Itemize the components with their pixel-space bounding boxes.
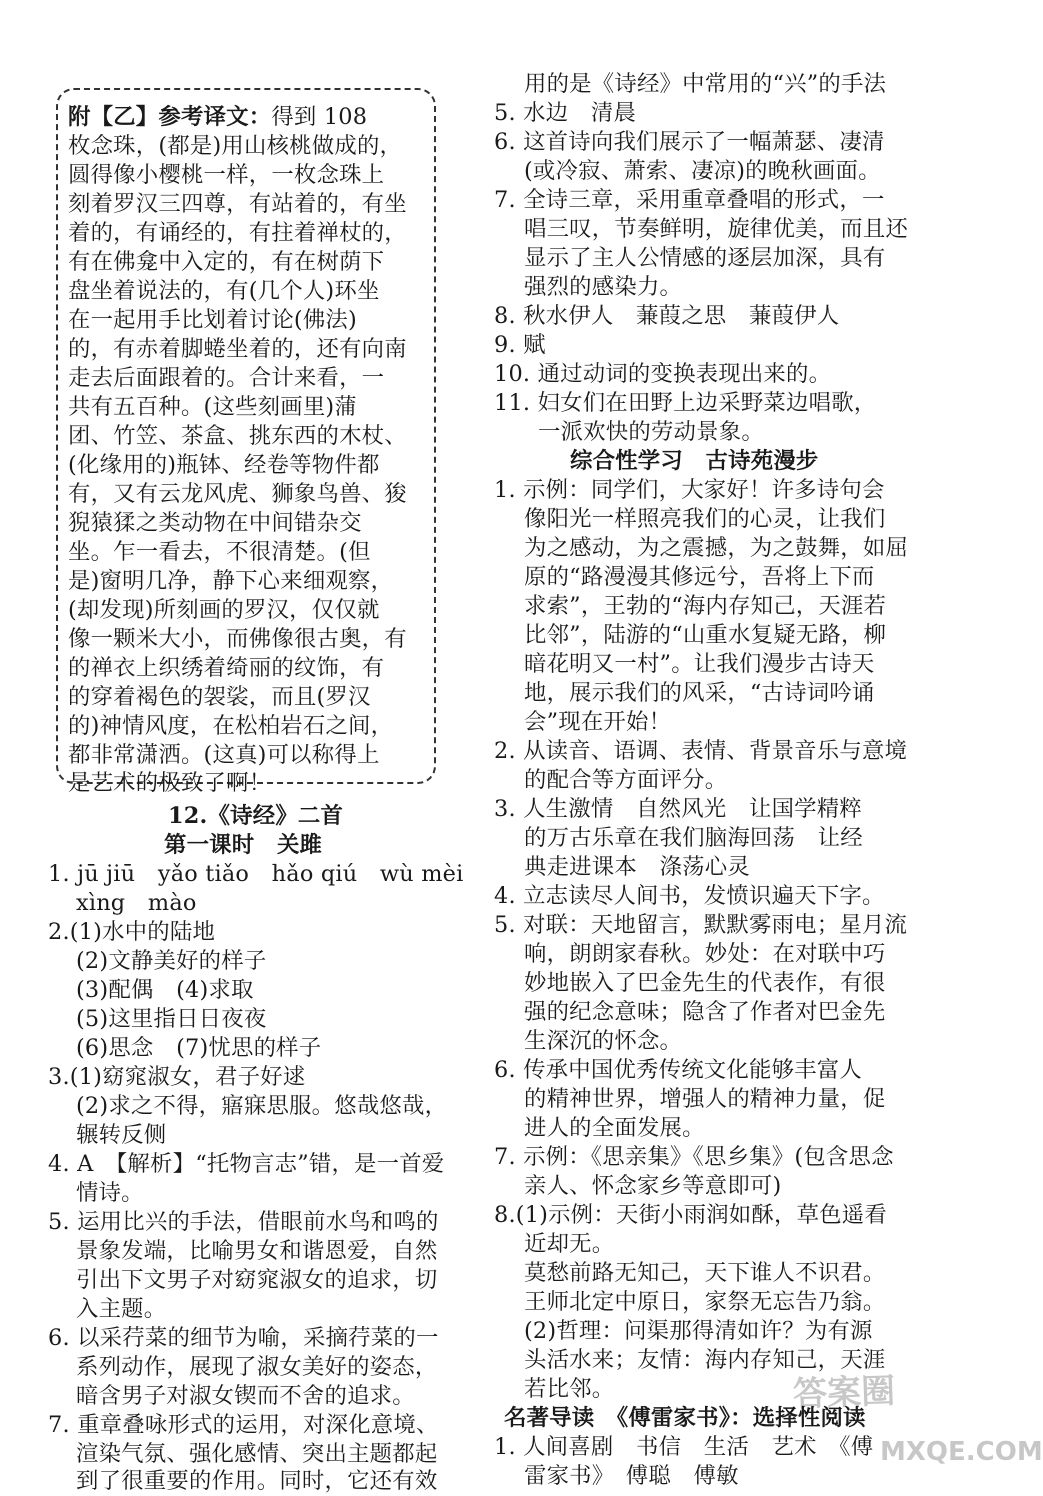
translation-line: 的穿着褐色的袈裟，而且(罗汉 [68,684,371,710]
answer-line: 头活水来；友情：海内存知己，天涯 [524,1347,886,1373]
translation-line: 共有五百种。(这些刻画里)蒲 [68,394,357,420]
translation-line: 团、竹笠、茶盒、挑东西的木杖、 [68,423,407,449]
answer-line: 亲人、怀念家乡等意即可) [524,1173,782,1199]
translation-line: 的，有赤着脚蜷坐着的，还有向南 [68,336,407,362]
answer-line: 1. 人间喜剧 书信 生活 艺术 《傅 [494,1434,874,1460]
watermark-logo: 答案圈 [792,1371,896,1415]
answer-line: 9. 赋 [494,332,546,358]
answer-line: 4. A 【解析】“托物言志”错，是一首爱 [48,1151,445,1177]
answer-line: (3)配偶 (4)求取 [76,977,254,1003]
translation-line: 刻着罗汉三四尊，有站着的，有坐 [68,191,407,217]
answer-line: 进人的全面发展。 [524,1115,705,1141]
answer-line: 暗花明又一村”。让我们漫步古诗天 [524,651,875,677]
answer-line: 11. 妇女们在田野上边采野菜边唱歌， [494,390,877,416]
answer-line: 王师北定中原日，家祭无忘告乃翁。 [524,1289,886,1315]
answer-line: (2)求之不得，寤寐思服。悠哉悠哉， [76,1093,448,1119]
answer-line: 5. 运用比兴的手法，借眼前水鸟和鸣的 [48,1209,439,1235]
answer-line: 入主题。 [76,1296,167,1322]
answer-line: 显示了主人公情感的逐层加深，具有 [524,245,886,271]
answer-line: 到了很重要的作用。同时，它还有效 [76,1468,438,1494]
translation-line: 枚念珠，(都是)用山核桃做成的， [68,133,403,159]
answer-line: 7. 示例：《思亲集》《思乡集》(包含思念 [494,1144,894,1170]
answer-line: 比邻”，陆游的“山重水复疑无路，柳 [524,622,887,648]
translation-line: 有，又有云龙风虎、狮象鸟兽、狻 [68,481,407,507]
answer-line: 生深沉的怀念。 [524,1028,683,1054]
answer-line: 强烈的感染力。 [524,274,683,300]
translation-line: 圆得像小樱桃一样，一枚念珠上 [68,162,385,188]
translation-line: (化缘用的)瓶钵、经卷等物件都 [68,452,380,478]
answer-line: 2.(1)水中的陆地 [48,919,216,945]
answer-line: 莫愁前路无知己，天下谁人不识君。 [524,1260,886,1286]
answer-line: 像阳光一样照亮我们的心灵，让我们 [524,506,886,532]
answer-line: 6. 传承中国优秀传统文化能够丰富人 [494,1057,862,1083]
answer-line: 求索”，王勃的“海内存知己，天涯若 [524,593,887,619]
lesson-title: 第一课时 关雎 [164,832,323,858]
answer-line: 引出下文男子对窈窕淑女的追求，切 [76,1267,438,1293]
answer-line: 景象发端，比喻男女和谐恩爱，自然 [76,1238,438,1264]
section-title: 综合性学习 古诗苑漫步 [570,448,819,474]
answer-line: (2)文静美好的样子 [76,948,267,974]
answer-line: 3.(1)窈窕淑女，君子好逑 [48,1064,306,1090]
translation-line: (却发现)所刻画的罗汉，仅仅就 [68,597,380,623]
answer-line: 的精神世界，增强人的精神力量，促 [524,1086,886,1112]
answer-line: 响，朗朗家春秋。妙处：在对联中巧 [524,941,886,967]
translation-line: 是)窗明几净，静下心来细观察， [68,568,394,594]
answer-line: 雷家书》 傅聪 傅敏 [524,1463,739,1489]
answer-line: 6. 以采荇菜的细节为喻，采摘荇菜的一 [48,1325,439,1351]
translation-line: 有在佛龛中入定的，有在树荫下 [68,249,385,275]
answer-line: 情诗。 [76,1180,144,1206]
translation-line: 像一颗米大小，而佛像很古奥，有 [68,626,407,652]
reading-title: 名著导读 《傅雷家书》：选择性阅读 [504,1405,866,1431]
answer-line: 10. 通过动词的变换表现出来的。 [494,361,832,387]
answer-line: 近却无。 [524,1231,615,1257]
answer-line: 4. 立志读尽人间书，发愤识遍天下字。 [494,883,885,909]
answer-line: 的万古乐章在我们脑海回荡 让经 [524,825,863,851]
answer-line: 原的“路漫漫其修远兮，吾将上下而 [524,564,875,590]
answer-line: (或冷寂、萧索、凄凉)的晚秋画面。 [524,158,881,184]
translation-line: 都非常潇洒。(这真)可以称得上 [68,742,380,768]
translation-title: 附【乙】参考译文： [68,104,272,130]
translation-line: 坐。乍一看去，不很清楚。(但 [68,539,371,565]
answer-line: 为之感动，为之震撼，为之鼓舞，如屈 [524,535,909,561]
answer-line: 2. 从读音、语调、表情、背景音乐与意境 [494,738,908,764]
answer-line: 1. jū jiū yǎo tiǎo hǎo qiú wù mèi [48,861,464,887]
answer-line: 辗转反侧 [76,1122,167,1148]
answer-line: (6)思念 (7)忧思的样子 [76,1035,322,1061]
translation-first-line-rest: 得到 108 [271,104,368,130]
answer-line: 6. 这首诗向我们展示了一幅萧瑟、凄清 [494,129,885,155]
section-title: 12.《诗经》二首 [168,803,344,829]
translation-line: 的)神情风度，在松柏岩石之间， [68,713,394,739]
answer-line: 强的纪念意味；隐含了作者对巴金先 [524,999,886,1025]
answer-line: 一派欢快的劳动景象。 [538,419,764,445]
answer-line: 7. 全诗三章，采用重章叠唱的形式，一 [494,187,885,213]
translation-line: 走去后面跟着的。合计来看，一 [68,365,385,391]
translation-line: 的禅衣上织绣着绮丽的纹饰，有 [68,655,385,681]
answer-line: 5. 对联：天地留言，默默雾雨电；星月流 [494,912,908,938]
answer-line: 渲染气氛、强化感情、突出主题都起 [76,1441,438,1467]
answer-line: 8.(1)示例：天街小雨润如酥，草色遥看 [494,1202,887,1228]
answer-line: 8. 秋水伊人 蒹葭之思 蒹葭伊人 [494,303,840,329]
answer-line: 7. 重章叠咏形式的运用，对深化意境、 [48,1412,439,1438]
translation-line: 在一起用手比划着讨论(佛法) [68,307,357,333]
answer-line: 妙地嵌入了巴金先生的代表作，有很 [524,970,886,996]
translation-first-line [68,103,367,132]
answer-line: 用的是《诗经》中常用的“兴”的手法 [524,71,887,97]
answer-line: (5)这里指日日夜夜 [76,1006,267,1032]
answer-line: 地，展示我们的风采，“古诗词吟诵 [524,680,875,706]
translation-line: 着的，有诵经的，有拄着禅杖的， [68,220,407,246]
answer-line: 暗含男子对淑女锲而不舍的追求。 [76,1383,415,1409]
answer-line: 典走进课本 涤荡心灵 [524,854,750,880]
answer-line: 唱三叹，节奏鲜明，旋律优美，而且还 [524,216,909,242]
answer-line: 3. 人生激情 自然风光 让国学精粹 [494,796,862,822]
answer-line: 的配合等方面评分。 [524,767,728,793]
answer-line: (2)哲理：问渠那得清如许？为有源 [524,1318,873,1344]
answer-line: 1. 示例：同学们，大家好！许多诗句会 [494,477,885,503]
answer-line: 系列动作，展现了淑女美好的姿态， [76,1354,438,1380]
translation-line: 猊猿猱之类动物在中间错杂交 [68,510,362,536]
answer-line: 若比邻。 [524,1376,615,1402]
answer-line: 会”现在开始！ [524,709,672,735]
watermark-url: MXQE.COM [880,1437,1043,1467]
translation-line: 是艺术的极致了啊！ [68,770,272,796]
answer-line: xìng mào [76,890,197,916]
translation-line: 盘坐着说法的，有(几个人)环坐 [68,278,380,304]
answer-line: 5. 水边 清晨 [494,100,637,126]
